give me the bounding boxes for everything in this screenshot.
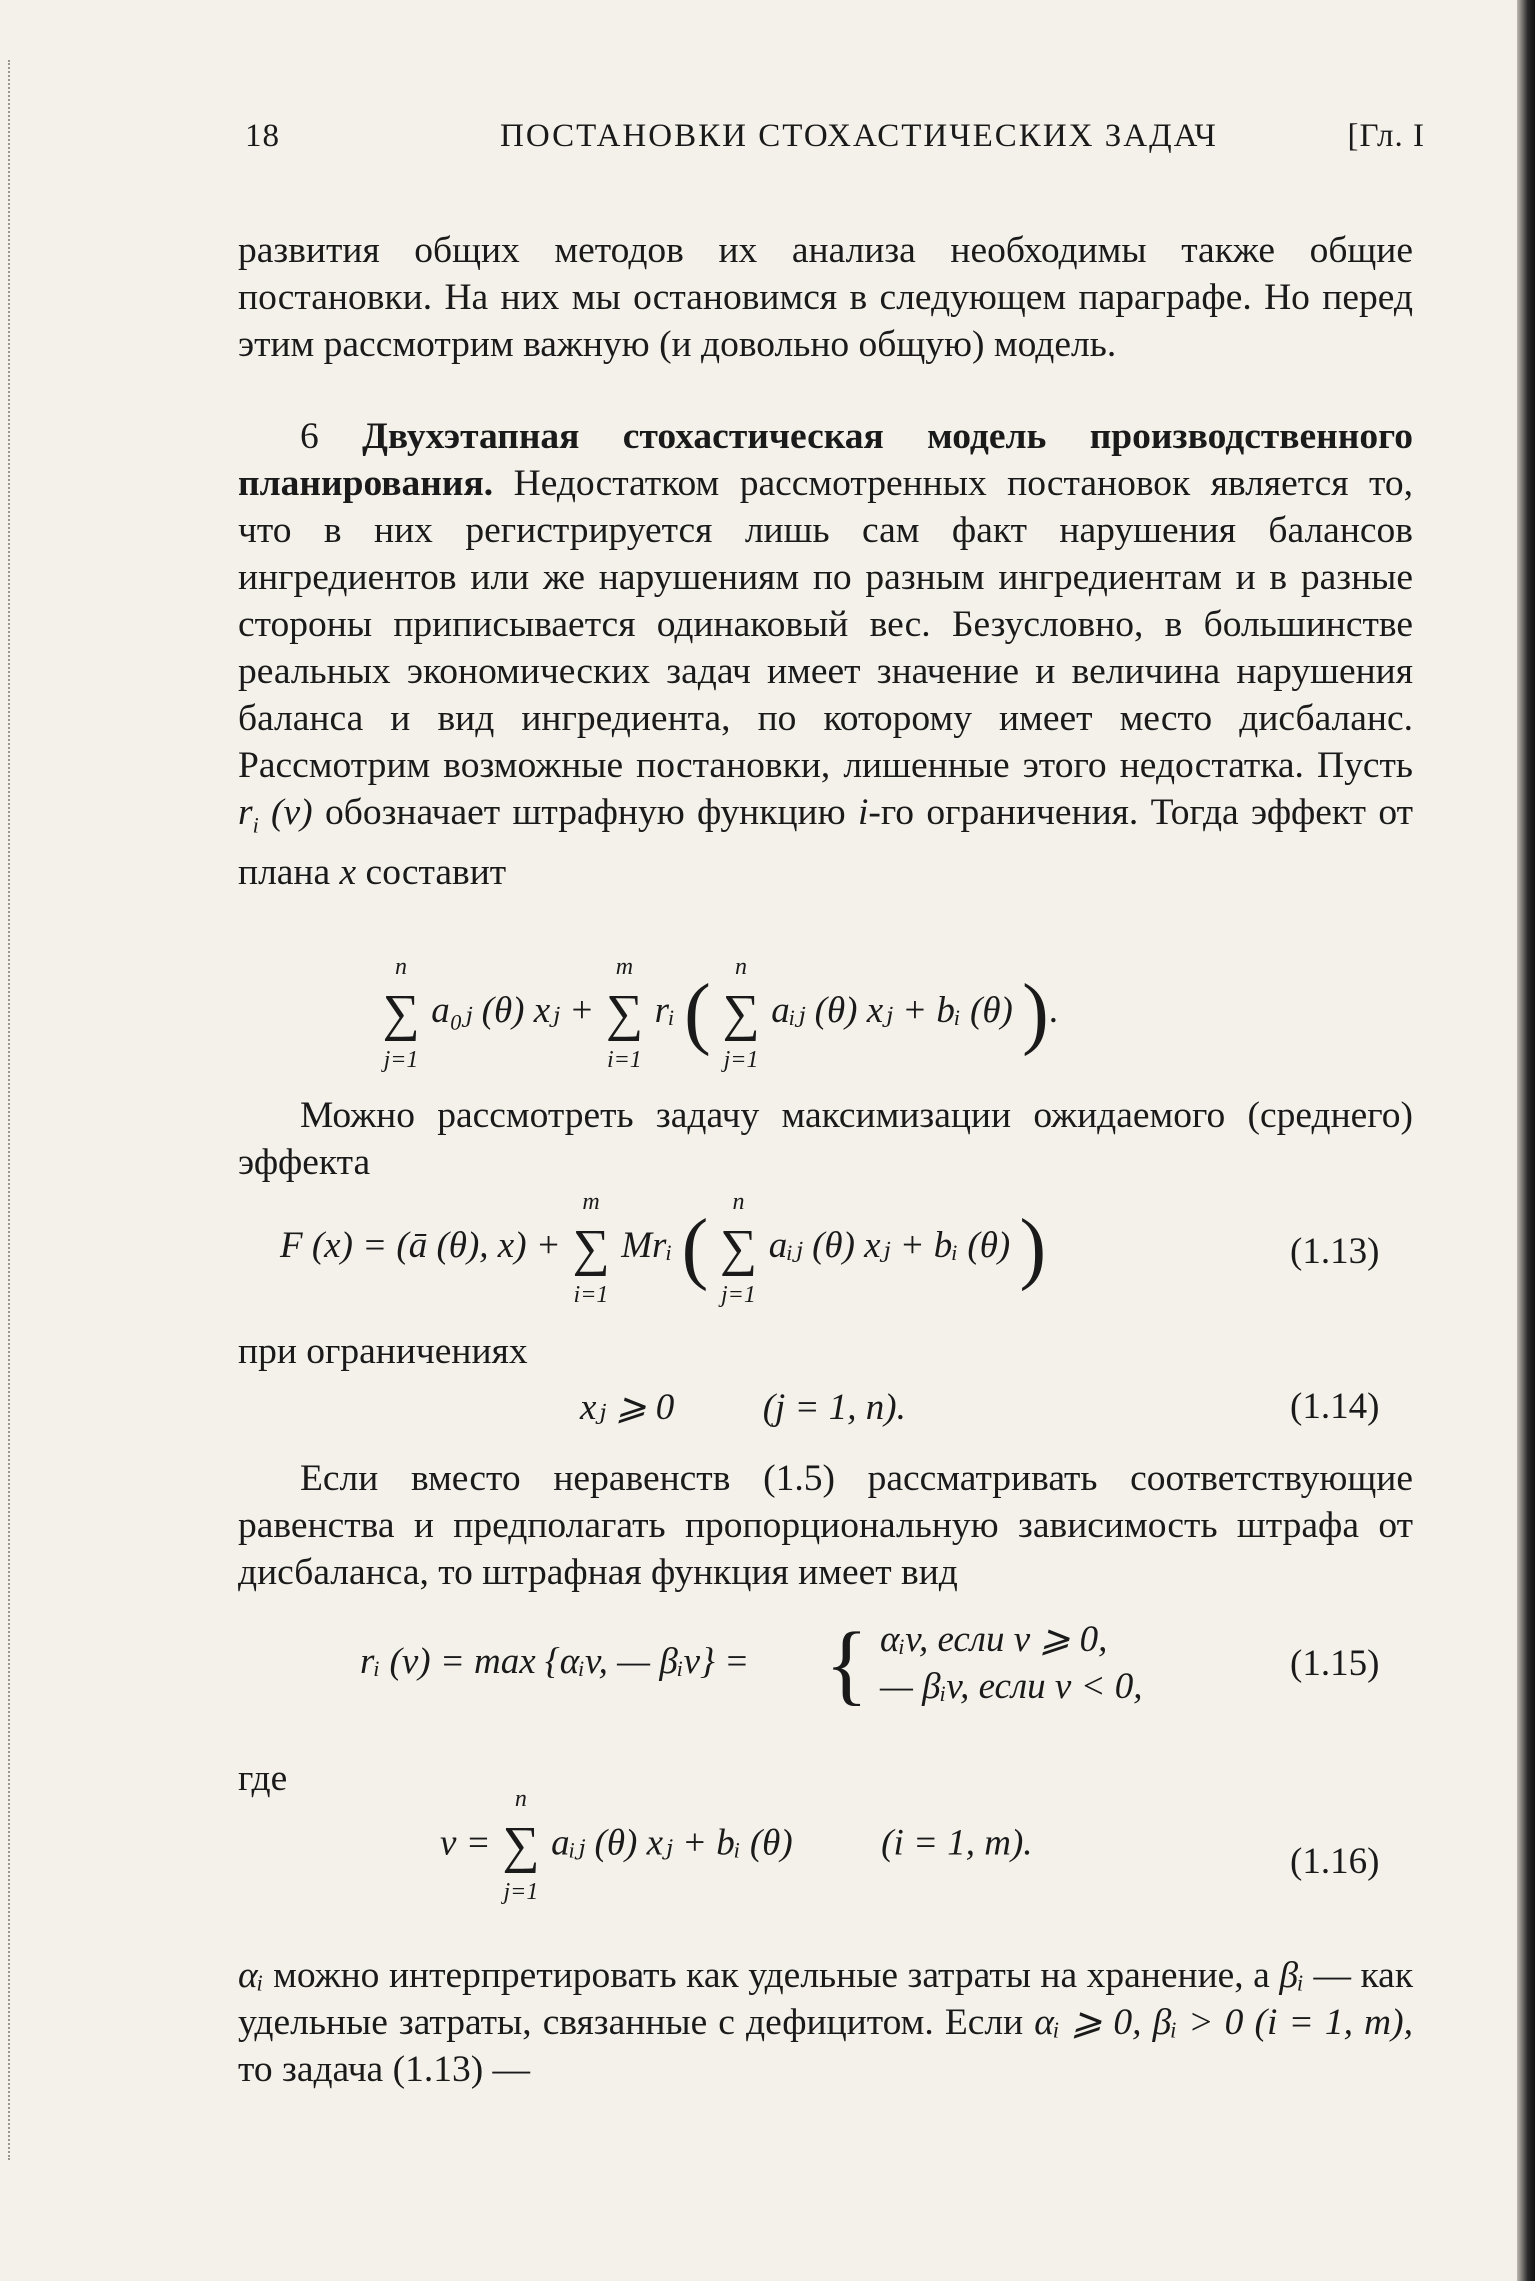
equation-number-1-15: (1.15) <box>1290 1643 1380 1684</box>
equation-1-15 <box>360 1640 749 1683</box>
sum-upper: n <box>514 1786 527 1812</box>
sum-symbol: n ∑ j=1 <box>717 1223 759 1275</box>
paragraph-section-6 <box>238 413 1413 896</box>
right-scan-edge <box>1517 0 1535 2281</box>
sum-symbol: m ∑ i=1 <box>570 1223 612 1275</box>
sum-upper: m <box>615 953 634 980</box>
equation-number-1-16: (1.16) <box>1290 1841 1380 1882</box>
eq114-cond: (j = 1, n). <box>762 1387 906 1428</box>
alpha-symbol: αᵢ <box>238 1955 264 1996</box>
eq116-rhs: aᵢⱼ (θ) xⱼ + bᵢ (θ) <box>551 1822 793 1864</box>
paragraph-7 <box>238 1952 1413 2093</box>
running-title: ПОСТАНОВКИ СТОХАСТИЧЕСКИХ ЗАДАЧ <box>500 118 1218 154</box>
sum-lower: j=1 <box>503 1879 539 1905</box>
left-scan-edge <box>8 60 12 2160</box>
paragraph-2 <box>238 413 1413 896</box>
v-arg: (v) <box>271 792 313 833</box>
paragraph-3: Можно рассмотреть задачу максимизации ожидаемого (среднего) эффекта <box>238 1095 1413 1183</box>
term-2: rᵢ <box>654 989 675 1031</box>
beta-symbol: βᵢ <box>1279 1955 1304 1996</box>
paragraph-where <box>238 1755 1413 1802</box>
right-paren: ) <box>1022 969 1049 1057</box>
paragraph-7-text-c: то задача (1.13) — <box>238 2049 531 2090</box>
eq114-lhs: xⱼ ⩾ 0 <box>580 1387 675 1428</box>
paragraph-constraints <box>238 1328 1413 1375</box>
section-title: Двухэтапная стохастическая модель производственного планирования. <box>238 416 1413 504</box>
effect-equation <box>380 953 1058 1073</box>
left-paren: ( <box>681 1204 709 1292</box>
paragraph-7-text-a: можно интерпретировать как удельные затраты на хранение, а <box>273 1955 1270 1996</box>
paragraph-4: при ограничениях <box>238 1331 528 1372</box>
eq113-lhs: F (x) = (ā (θ), x) + <box>280 1224 561 1266</box>
paragraph-2-text-b: обозначает штрафную функцию <box>325 792 846 833</box>
sum-upper: n <box>735 953 748 980</box>
inline-condition: αᵢ ⩾ 0, βᵢ > 0 (i = 1, m), <box>1034 2002 1413 2043</box>
eq116-cond: (i = 1, m). <box>881 1822 1033 1864</box>
x-symbol: x <box>339 851 357 893</box>
equation-1-13 <box>280 1188 1047 1308</box>
sum-symbol: n ∑ j=1 <box>720 988 762 1040</box>
equation-number-1-13: (1.13) <box>1290 1231 1380 1272</box>
sum-lower: j=1 <box>723 1046 759 1073</box>
running-header <box>245 118 1425 168</box>
r-subscript: i <box>252 812 259 838</box>
paragraph-interpret <box>238 1952 1413 2093</box>
sum-lower: j=1 <box>383 1046 419 1073</box>
sum-upper: m <box>582 1188 600 1215</box>
equation-number-1-14: (1.14) <box>1290 1386 1380 1427</box>
eq115-lhs: rᵢ (v) = max {αᵢv, — βᵢv} = <box>360 1641 750 1682</box>
r-symbol: r <box>238 792 253 833</box>
sum-lower: i=1 <box>606 1046 642 1073</box>
sum-lower: j=1 <box>721 1281 756 1308</box>
equation-1-16 <box>440 1786 1033 1905</box>
period: . <box>1048 989 1058 1031</box>
sum-upper: n <box>395 953 407 980</box>
section-number: 6 <box>300 416 319 457</box>
paragraph-1: развития общих методов их анализа необходимы также общие постановки. На них мы остановимся в следующем параграфе. Но перед этим рассмотрим важную (и довольно общую) модель. <box>238 230 1413 365</box>
left-brace: { <box>825 1615 869 1714</box>
case-2: — βᵢv, если v < 0, <box>880 1666 1143 1707</box>
paragraph-6: где <box>238 1758 288 1799</box>
sum-lower: i=1 <box>573 1281 609 1308</box>
paragraph-maximize <box>238 1092 1413 1186</box>
paragraph-2-text-c: -го ограничения. Тогда эффект от плана <box>238 792 1414 893</box>
page-number: 18 <box>245 118 280 154</box>
term-1: a₀ⱼ (θ) xⱼ + <box>431 989 595 1031</box>
paragraph-2-text-a: Недостатком рассмотренных постановок является то, что в них регистрируется лишь сам факт нарушения балансов ингредиентов или же нарушениям по разным ингредиентам и в разные стороны приписывается одинаковый вес. Безусловно, в большинстве реальных экономических задач имеет значение и величина нарушения баланса и вид ингредиента, по которому имеет место дисбаланс. Рассмотрим возможные постановки, лишенные этого недостатка. Пусть <box>238 463 1413 786</box>
sum-symbol: n ∑ j=1 <box>380 988 422 1040</box>
eq113-inner: aᵢⱼ (θ) xⱼ + bᵢ (θ) <box>768 1224 1011 1266</box>
paragraph-2-text-d: составит <box>365 851 507 893</box>
term-3: aᵢⱼ (θ) xⱼ + bᵢ (θ) <box>771 989 1013 1031</box>
right-paren: ) <box>1019 1204 1047 1292</box>
chapter-marker: [Гл. I <box>1347 118 1425 154</box>
sum-symbol: n ∑ j=1 <box>500 1820 542 1872</box>
eq116-lhs: v = <box>440 1822 491 1864</box>
equation-1-14 <box>580 1385 906 1429</box>
paragraph-penalty <box>238 1455 1413 1596</box>
paragraph-5: Если вместо неравенств (1.5) рассматривать соответствующие равенства и предполагать пропорциональную зависимость штрафа от дисбаланса, то штрафная функция имеет вид <box>238 1458 1413 1593</box>
paragraph-7-text-b: — как удельные затраты, связанные с дефицитом. Если <box>238 1955 1414 2043</box>
eq113-mid: Mrᵢ <box>621 1224 673 1266</box>
sum-symbol: m ∑ i=1 <box>603 988 645 1040</box>
i-symbol: i <box>857 792 869 833</box>
sum-upper: n <box>732 1188 745 1215</box>
paragraph-intro <box>238 227 1413 368</box>
left-paren: ( <box>684 969 711 1057</box>
case-1: αᵢv, если v ⩾ 0, <box>880 1619 1108 1660</box>
